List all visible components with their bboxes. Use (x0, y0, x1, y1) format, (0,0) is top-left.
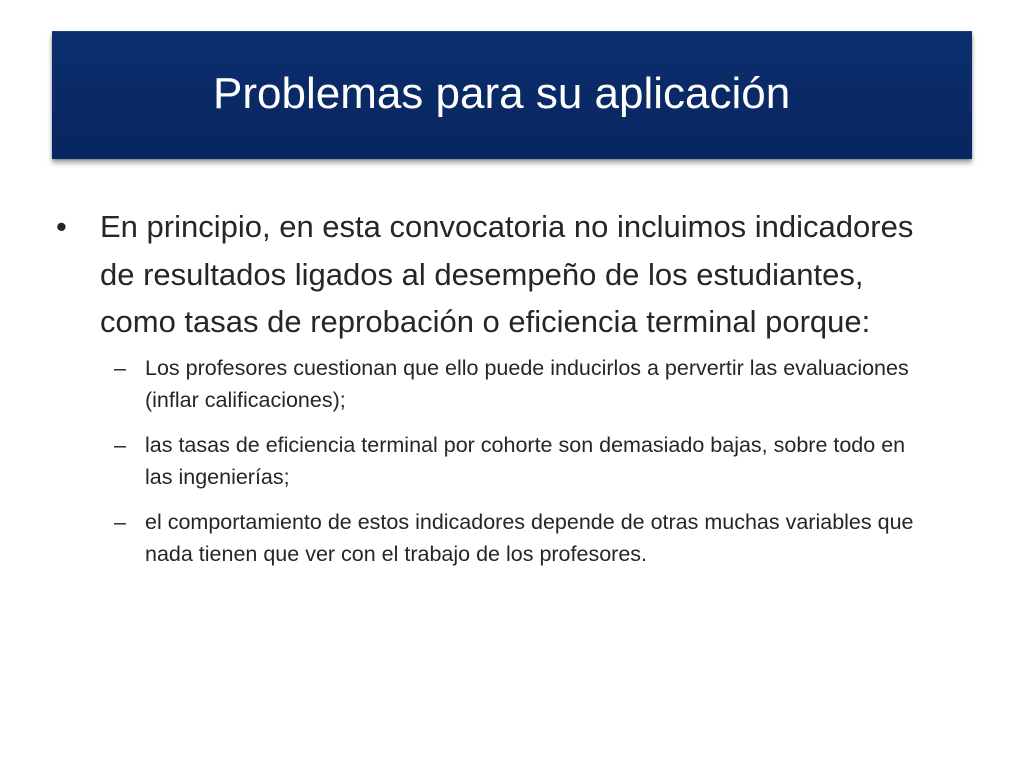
sub-bullet-text: las tasas de eficiencia terminal por cohorte son demasiado bajas, sobre todo en las ingenierías; (145, 432, 906, 489)
sub-bullet-text: Los profesores cuestionan que ello puede inducirlos a pervertir las evaluaciones (inflar calificaciones); (145, 355, 909, 412)
bullet-marker: • (56, 209, 67, 244)
sub-bullet-text: el comportamiento de estos indicadores depende de otras muchas variables que nada tienen que ver con el trabajo de los profesores. (145, 509, 914, 566)
sub-bullet-list (56, 352, 936, 571)
sub-bullet-item (56, 352, 936, 417)
bullet-text: En principio, en esta convocatoria no incluimos indicadores de resultados ligados al desempeño de los estudiantes, como tasas de reprobación o eficiencia terminal porque: (100, 209, 914, 339)
dash-marker: – (114, 355, 126, 380)
dash-marker: – (114, 509, 126, 534)
bullet-item (56, 203, 936, 346)
sub-bullet-item (56, 506, 936, 571)
sub-bullet-item (56, 429, 936, 494)
title-bar (52, 31, 972, 159)
slide-title: Problemas para su aplicación (213, 69, 791, 118)
dash-marker: – (114, 432, 126, 457)
slide-content (56, 203, 936, 583)
